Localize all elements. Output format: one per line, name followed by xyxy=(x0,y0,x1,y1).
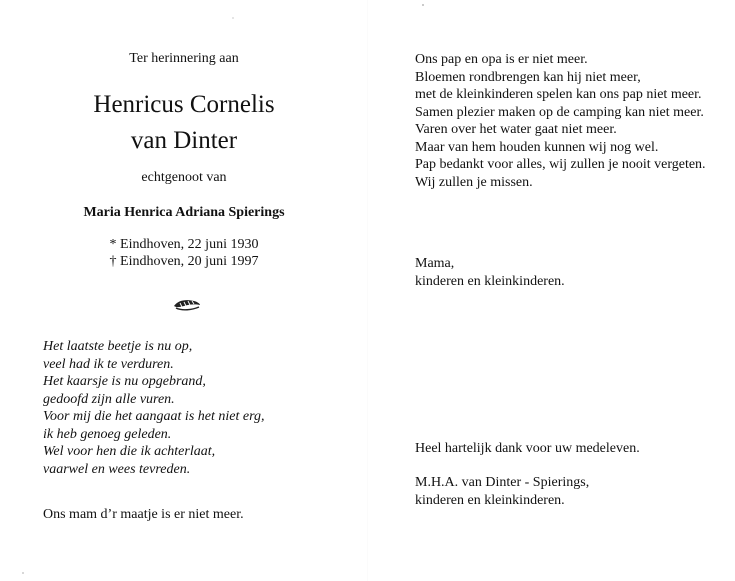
death-date: † Eindhoven, 20 juni 1997 xyxy=(109,254,259,269)
verse-line: met de kleinkinderen spelen kan ons pap niet meer. xyxy=(415,87,702,102)
deceased-name-line1: Henricus Cornelis xyxy=(93,91,275,118)
verse-line: Pap bedankt voor alles, wij zullen je nooit vergeten. xyxy=(415,157,706,172)
poem-line: Het kaarsje is nu opgebrand, xyxy=(43,374,206,389)
poem-line: Het laatste beetje is nu op, xyxy=(43,339,193,354)
poem-line: Voor mij die het aangaat is het niet erg, xyxy=(43,409,265,424)
spouse-intro: echtgenoot van xyxy=(141,170,227,185)
poem-line: vaarwel en wees tevreden. xyxy=(43,461,191,477)
intro-text: Ter herinnering aan xyxy=(129,51,239,66)
signoff-line: Mama, xyxy=(415,256,455,271)
print-speck xyxy=(422,4,424,6)
poem-line: Wel voor hen die ik achterlaat, xyxy=(43,444,216,459)
closing-line: Ons mam d’r maatje is er niet meer. xyxy=(43,507,244,522)
print-speck xyxy=(232,17,234,19)
family-line: M.H.A. van Dinter - Spierings, xyxy=(415,475,590,490)
poem-line: veel had ik te verduren. xyxy=(43,356,174,372)
poem-line: ik heb genoeg geleden. xyxy=(43,426,172,442)
poem-line: gedoofd zijn alle vuren. xyxy=(43,391,175,407)
verse-signoff xyxy=(415,255,565,290)
signoff-line: kinderen en kleinkinderen. xyxy=(415,273,565,289)
spouse-name: Maria Henrica Adriana Spierings xyxy=(83,205,285,220)
verse-line: Varen over het water gaat niet meer. xyxy=(415,122,617,137)
feather-ornament-icon xyxy=(172,298,202,312)
life-dates xyxy=(0,236,368,270)
print-speck xyxy=(22,572,24,574)
family-signature xyxy=(415,474,589,509)
family-verse xyxy=(415,51,708,191)
right-panel xyxy=(368,0,735,581)
poem xyxy=(43,338,265,478)
thanks-text: Heel hartelijk dank voor uw medeleven. xyxy=(415,441,640,456)
deceased-name-line2: van Dinter xyxy=(130,127,238,154)
verse-line: Wij zullen je missen. xyxy=(415,174,533,190)
family-line: kinderen en kleinkinderen. xyxy=(415,492,565,508)
verse-line: Ons pap en opa is er niet meer. xyxy=(415,52,588,67)
verse-line: Bloemen rondbrengen kan hij niet meer, xyxy=(415,69,641,85)
birth-date: * Eindhoven, 22 juni 1930 xyxy=(109,237,259,252)
verse-line: Maar van hem houden kunnen wij nog wel. xyxy=(415,139,659,155)
verse-line: Samen plezier maken op de camping kan niet meer. xyxy=(415,104,704,120)
